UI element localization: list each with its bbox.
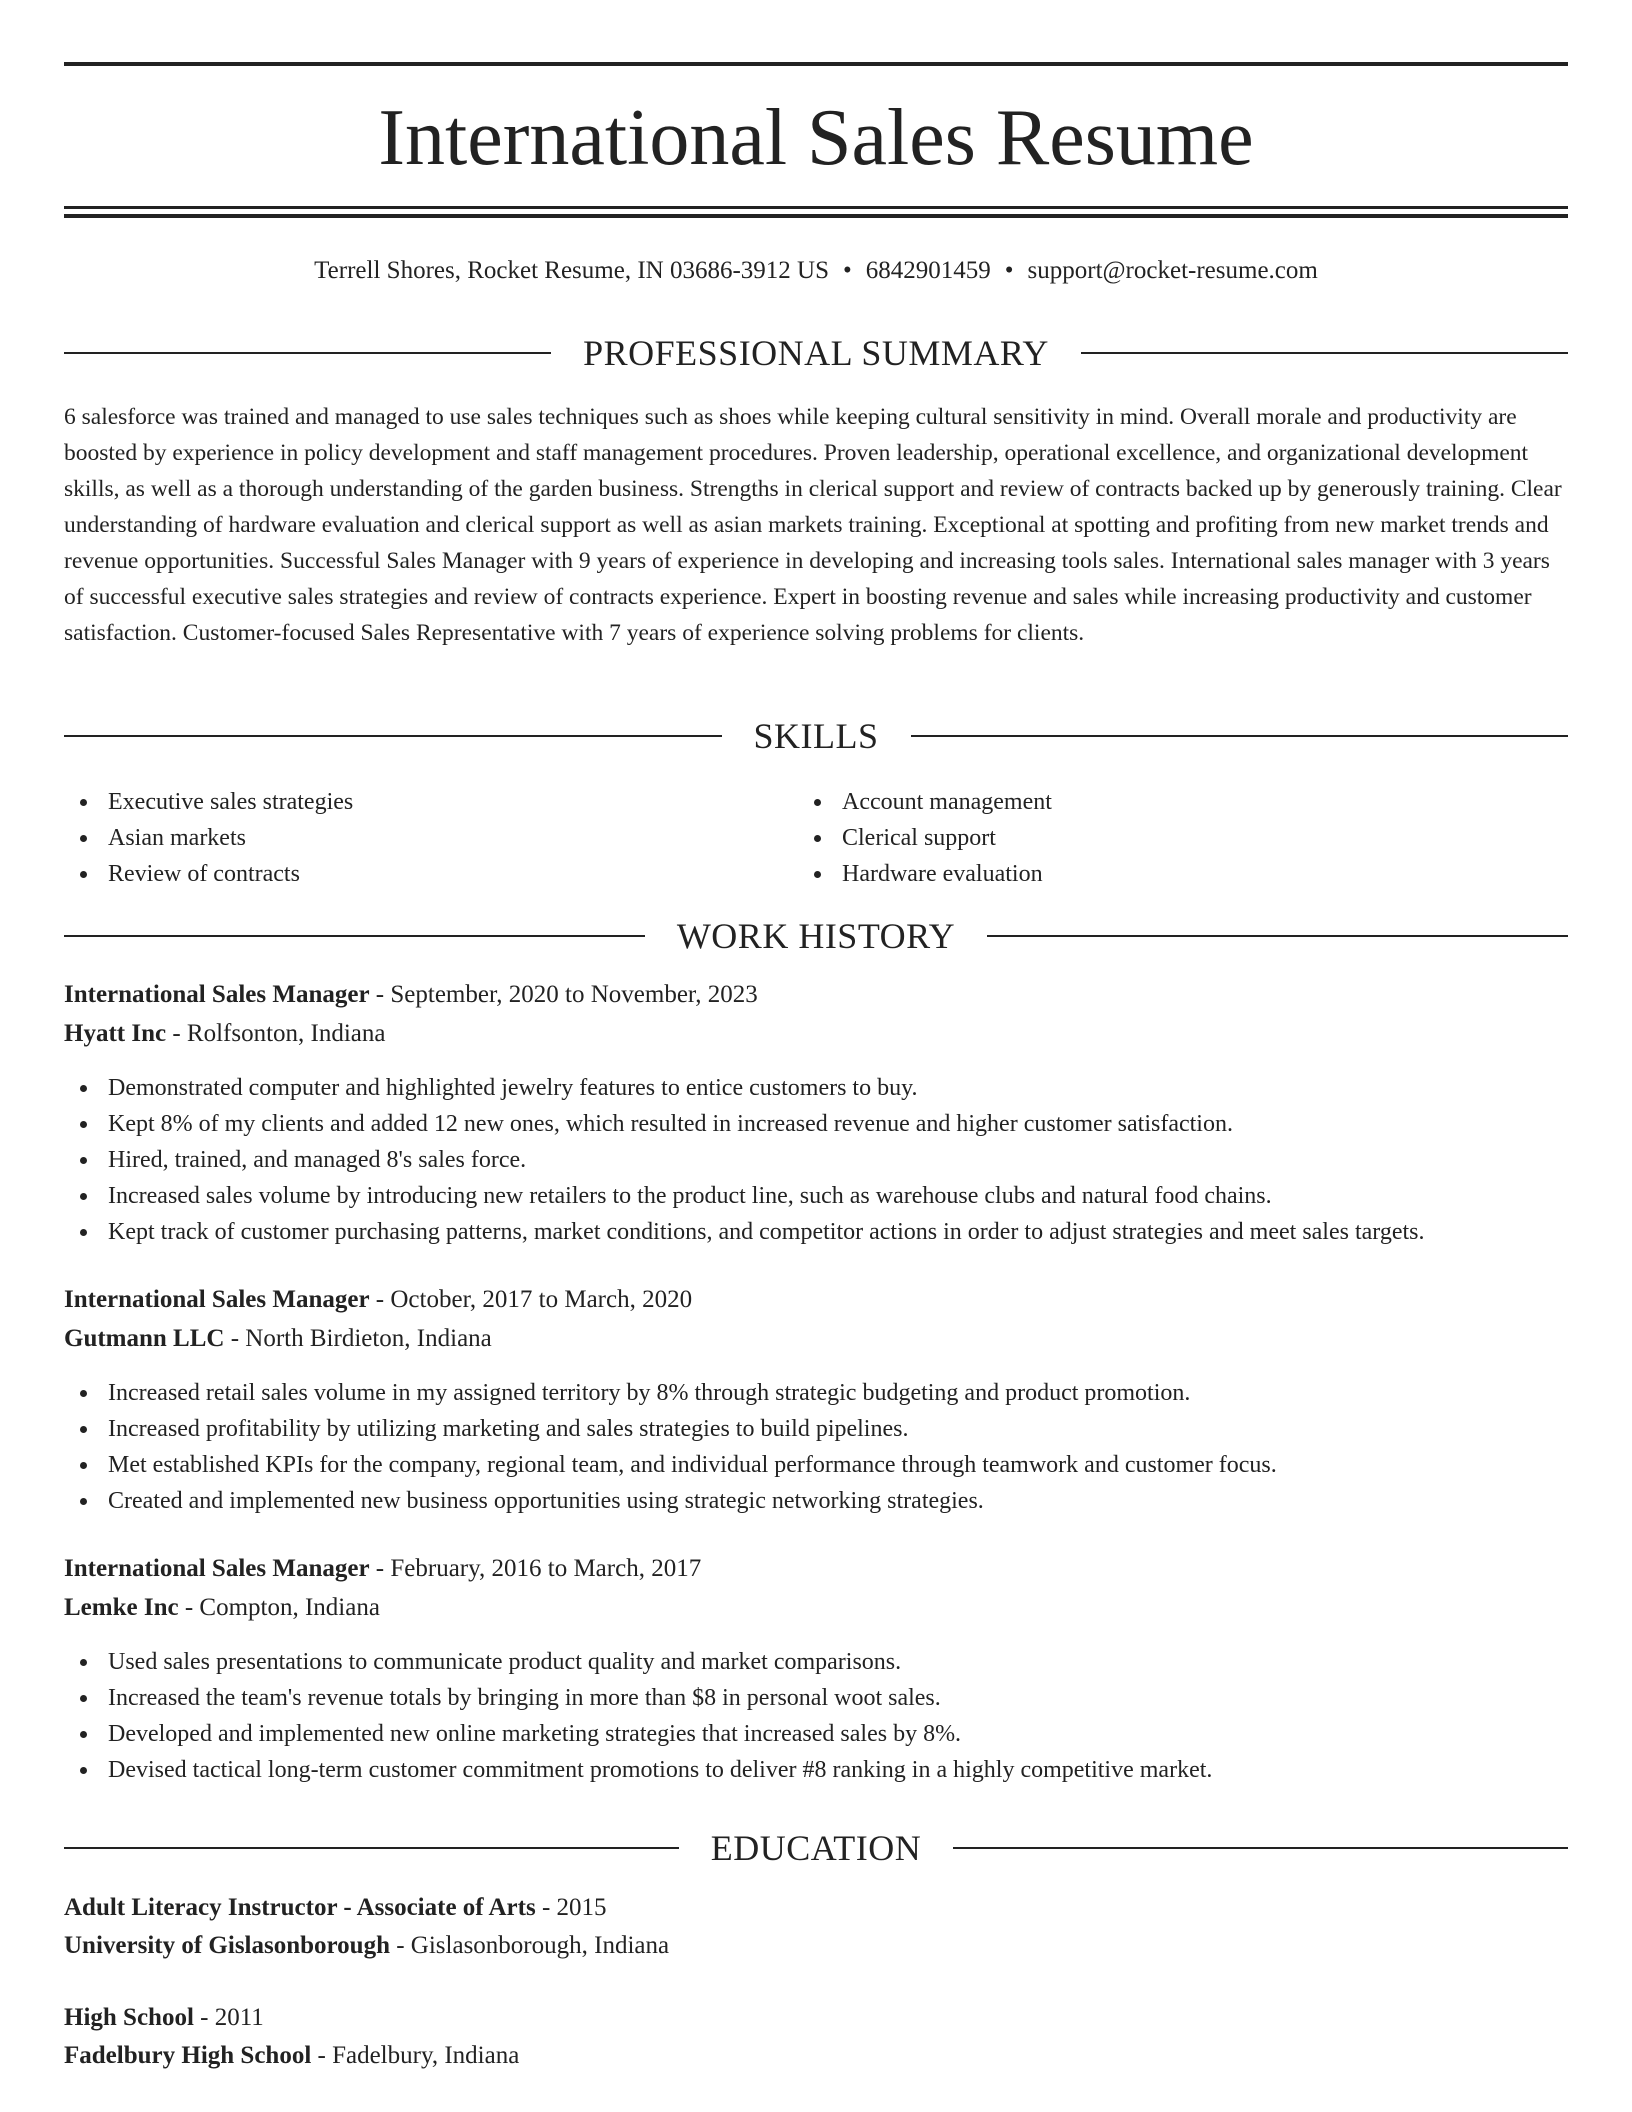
education-school-line: [64, 2038, 1568, 2074]
skills-list-left: [64, 784, 764, 892]
section-title: PROFESSIONAL SUMMARY: [583, 333, 1049, 373]
job-location: - Compton, Indiana: [178, 1594, 380, 1621]
education-degree: Adult Literacy Instructor - Associate of Arts: [64, 1894, 536, 1921]
job-bullet: Kept 8% of my clients and added 12 new ones, which resulted in increased revenue and higher customer satisfaction.: [64, 1106, 1568, 1142]
job-bullet: Increased retail sales volume in my assigned territory by 8% through strategic budgeting and product promotion.: [64, 1375, 1568, 1411]
job-bullet: Increased the team's revenue totals by bringing in more than $8 in personal woot sales.: [64, 1680, 1568, 1716]
page-title: International Sales Resume: [378, 94, 1254, 182]
top-rule: [64, 62, 1568, 66]
section-rule: [64, 935, 645, 937]
skill-item: Asian markets: [64, 820, 764, 856]
job-bullet: Met established KPIs for the company, regional team, and individual performance through teamwork and customer focus.: [64, 1447, 1568, 1483]
contact-phone: 6842901459: [865, 257, 991, 284]
education-location: - Fadelbury, Indiana: [311, 2042, 520, 2069]
skill-item: Clerical support: [798, 820, 1498, 856]
job-title-line: [64, 1282, 1568, 1318]
job-company-line: [64, 1590, 1568, 1626]
education-school-line: [64, 1928, 1568, 1964]
job-title-line: [64, 1551, 1568, 1587]
job-bullets: [64, 1375, 1568, 1519]
section-header-work: [64, 912, 1568, 960]
section-title: SKILLS: [753, 716, 879, 756]
education-degree: High School: [64, 2004, 194, 2031]
job-dates: - September, 2020 to November, 2023: [369, 981, 758, 1008]
job-bullet: Demonstrated computer and highlighted jewelry features to entice customers to buy.: [64, 1070, 1568, 1106]
title-underline-thick: [64, 214, 1568, 218]
job-company-line: [64, 1321, 1568, 1357]
job-title: International Sales Manager: [64, 1286, 370, 1313]
job-company: Gutmann LLC: [64, 1325, 225, 1352]
skill-item: Executive sales strategies: [64, 784, 764, 820]
education-school: University of Gislasonborough: [64, 1932, 390, 1959]
job-title: International Sales Manager: [64, 1555, 370, 1582]
summary-text: 6 salesforce was trained and managed to use sales techniques such as shoes while keeping cultural sensitivity in mind. Overall morale and productivity are boosted by experience in policy development and staff management procedures. Proven leadership, operational excellence, and organizational development skills, as well as a thorough understanding of the garden business. Strengths in clerical support and review of contracts backed up by generously training. Clear understanding of hardware evaluation and clerical support as well as asian markets training. Exceptional at spotting and profiting from new market trends and revenue opportunities. Successful Sales Manager with 9 years of experience in developing and increasing tools sales. International sales manager with 3 years of successful executive sales strategies and review of contracts experience. Expert in boosting revenue and sales while increasing productivity and customer satisfaction. Customer-focused Sales Representative with 7 years of experience solving problems for clients.: [64, 404, 1562, 646]
section-rule: [1081, 352, 1568, 354]
job-bullet: Increased sales volume by introducing new retailers to the product line, such as warehouse clubs and natural food chains.: [64, 1178, 1568, 1214]
job-company: Lemke Inc: [64, 1594, 179, 1621]
job-title-line: [64, 977, 1568, 1013]
job-bullet: Increased profitability by utilizing marketing and sales strategies to build pipelines.: [64, 1411, 1568, 1447]
job-company: Hyatt Inc: [64, 1020, 167, 1047]
section-header-education: [64, 1824, 1568, 1872]
contact-separator: •: [843, 257, 852, 284]
education-degree-line: [64, 2000, 1568, 2036]
job-bullets: [64, 1070, 1568, 1250]
job-bullet: Developed and implemented new online marketing strategies that increased sales by 8%.: [64, 1716, 1568, 1752]
section-rule: [911, 735, 1569, 737]
education-school: Fadelbury High School: [64, 2042, 312, 2069]
job-location: - Rolfsonton, Indiana: [166, 1020, 386, 1047]
job-bullet: Kept track of customer purchasing patterns, market conditions, and competitor actions in order to adjust strategies and meet sales targets.: [64, 1214, 1568, 1250]
education-degree-line: [64, 1890, 1568, 1926]
skill-item: Hardware evaluation: [798, 856, 1498, 892]
job-location: - North Birdieton, Indiana: [224, 1325, 492, 1352]
job-company-line: [64, 1016, 1568, 1052]
contact-email[interactable]: support@rocket-resume.com: [1027, 257, 1318, 284]
education-year: - 2015: [535, 1894, 607, 1921]
job-bullet: Created and implemented new business opportunities using strategic networking strategies.: [64, 1483, 1568, 1519]
skill-item: Account management: [798, 784, 1498, 820]
job-bullet: Used sales presentations to communicate product quality and market comparisons.: [64, 1644, 1568, 1680]
section-rule: [987, 935, 1568, 937]
contact-separator: •: [1004, 257, 1014, 284]
job-bullet: Devised tactical long-term customer commitment promotions to deliver #8 ranking in a highly competitive market.: [64, 1752, 1568, 1788]
title-underline-thin: [64, 206, 1568, 209]
education-location: - Gislasonborough, Indiana: [389, 1932, 670, 1959]
skill-item: Review of contracts: [64, 856, 764, 892]
section-rule: [64, 735, 722, 737]
section-title: EDUCATION: [710, 1828, 922, 1868]
section-rule: [953, 1847, 1568, 1849]
skills-list-right: [798, 784, 1498, 892]
job-dates: - February, 2016 to March, 2017: [369, 1555, 702, 1582]
contact-line: [64, 254, 1568, 288]
job-bullet: Hired, trained, and managed 8's sales force.: [64, 1142, 1568, 1178]
section-rule: [64, 1847, 679, 1849]
section-header-summary: [64, 329, 1568, 377]
section-header-skills: [64, 712, 1568, 760]
job-dates: - October, 2017 to March, 2020: [369, 1286, 693, 1313]
section-title: WORK HISTORY: [676, 916, 956, 956]
job-bullets: [64, 1644, 1568, 1788]
job-title: International Sales Manager: [64, 981, 370, 1008]
contact-address: Terrell Shores, Rocket Resume, IN 03686-3912 US: [314, 257, 829, 284]
section-rule: [64, 352, 551, 354]
education-year: - 2011: [193, 2004, 264, 2031]
